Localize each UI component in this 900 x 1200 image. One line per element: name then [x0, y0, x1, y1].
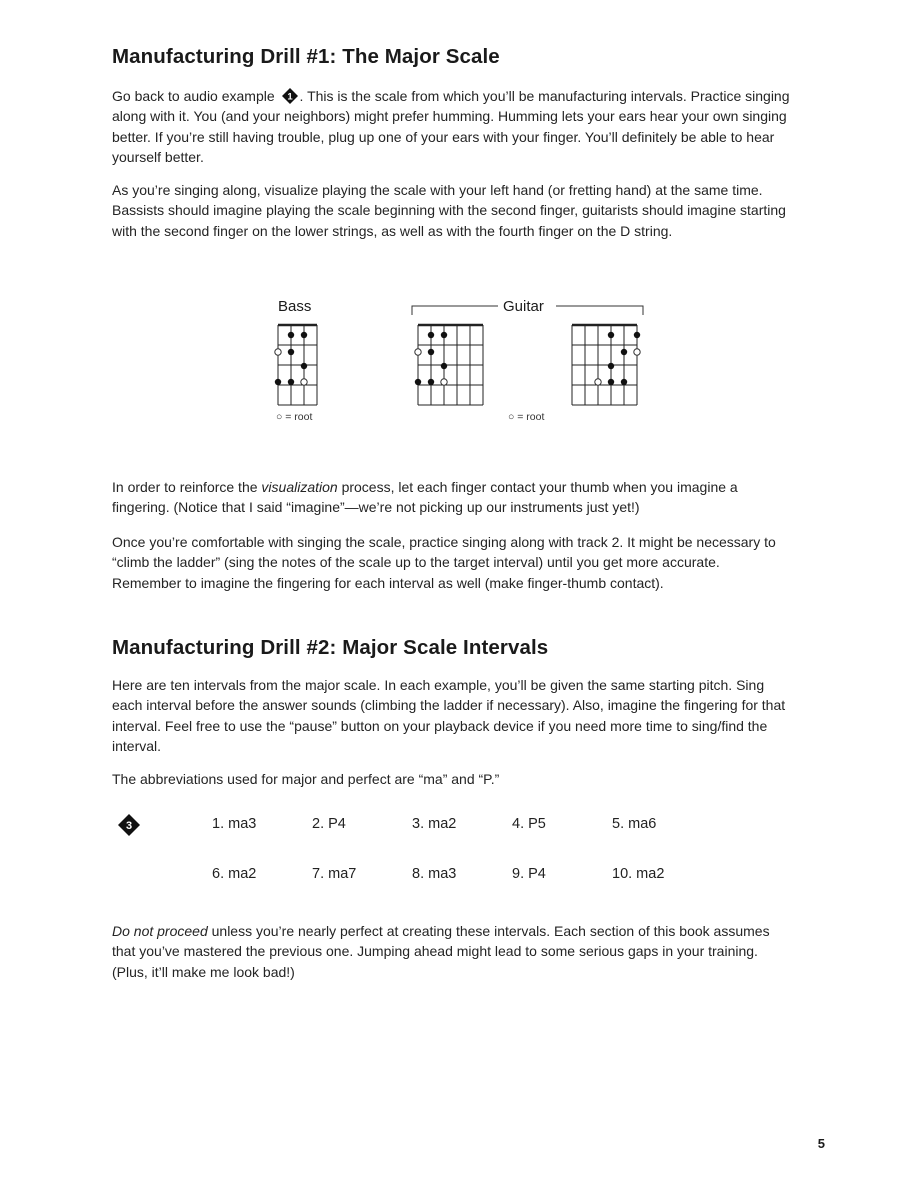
paragraph-text: In order to reinforce the: [112, 479, 262, 495]
interval-item: 6. ma2: [212, 866, 257, 882]
guitar-fretboard-2: [572, 325, 637, 405]
italic-emphasis: Do not proceed: [112, 923, 208, 939]
interval-item: 8. ma3: [412, 866, 457, 882]
interval-item: 7. ma7: [312, 866, 357, 882]
section2-paragraph-1: Here are ten intervals from the major scale. In each example, you’ll be given the same starting pitch. Sing each interval before the answer sounds (climbing the ladder if necessary). Also, imagine the fingering for that interval. Feel free to use the “pause” button on your playback device if you need more time to sing/find the interval.: [112, 677, 786, 754]
interval-item: 9. P4: [512, 866, 546, 882]
guitar-label: Guitar: [503, 298, 544, 315]
bass-label: Bass: [278, 298, 312, 315]
interval-item: 1. ma3: [212, 816, 257, 832]
paragraph-text: Go back to audio example: [112, 88, 279, 104]
audio-track-1-number: 1: [286, 91, 293, 103]
section1-heading: Manufacturing Drill #1: The Major Scale: [112, 45, 500, 68]
interval-item: 2. P4: [312, 816, 346, 832]
paragraph-text: unless you’re nearly perfect at creating these intervals. Each section of this book assumes that you’ve mastered the previous one. Jumping ahead might lead to some serious gaps in your training. (Plus, it’ll make me look bad!): [112, 923, 770, 980]
section2-paragraph-2: The abbreviations used for major and perfect are “ma” and “P.”: [112, 771, 500, 787]
guitar-root-legend: ○ = root: [508, 411, 545, 423]
page-number: 5: [817, 1136, 825, 1151]
section2-heading: Manufacturing Drill #2: Major Scale Intervals: [112, 636, 549, 659]
italic-emphasis: visualization: [261, 479, 338, 495]
interval-item: 3. ma2: [412, 816, 457, 832]
section1-paragraph-4: Once you’re comfortable with singing the scale, practice singing along with track 2. It might be necessary to “climb the ladder” (sing the notes of the scale up to the target interval) until you get more accurate. Remember to imagine the fingering for each interval as well (make finger-thumb contact).: [112, 534, 776, 591]
guitar-fretboard-1: [418, 325, 483, 405]
paragraph-text: process, let each finger contact your thumb when you imagine a fingering. (Notice that I said “imagine”—we’re not picking up our instruments just yet!): [112, 479, 738, 516]
section2-paragraph-3: [112, 921, 792, 982]
interval-item: 4. P5: [512, 816, 546, 832]
audio-track-3-icon: [117, 813, 141, 837]
paragraph-text: . This is the scale from which you’ll be manufacturing intervals. Practice singing along with it. You (and your neighbors) might prefer humming. Humming lets your ears hear your own singing better. If you’re still having trouble, plug up one of your ears with your finger. You’ll definitely be able to hear yourself better.: [112, 88, 790, 165]
interval-item: 10. ma2: [612, 866, 665, 882]
audio-track-3-number: 3: [125, 820, 133, 832]
bass-root-legend: ○ = root: [276, 411, 313, 423]
interval-item: 5. ma6: [612, 816, 657, 832]
bass-fretboard: [278, 325, 317, 405]
section1-paragraph-3: [112, 477, 792, 518]
guitar-bracket: [412, 306, 643, 315]
section1-paragraph-2: As you’re singing along, visualize playing the scale with your left hand (or fretting hand) at the same time. Bassists should imagine playing the scale beginning with the second finger, guitarists should imagine starting with the second finger on the lower strings, as well as with the fourth finger on the D string.: [112, 182, 786, 239]
guitar-2-finger-dots: [595, 332, 640, 385]
